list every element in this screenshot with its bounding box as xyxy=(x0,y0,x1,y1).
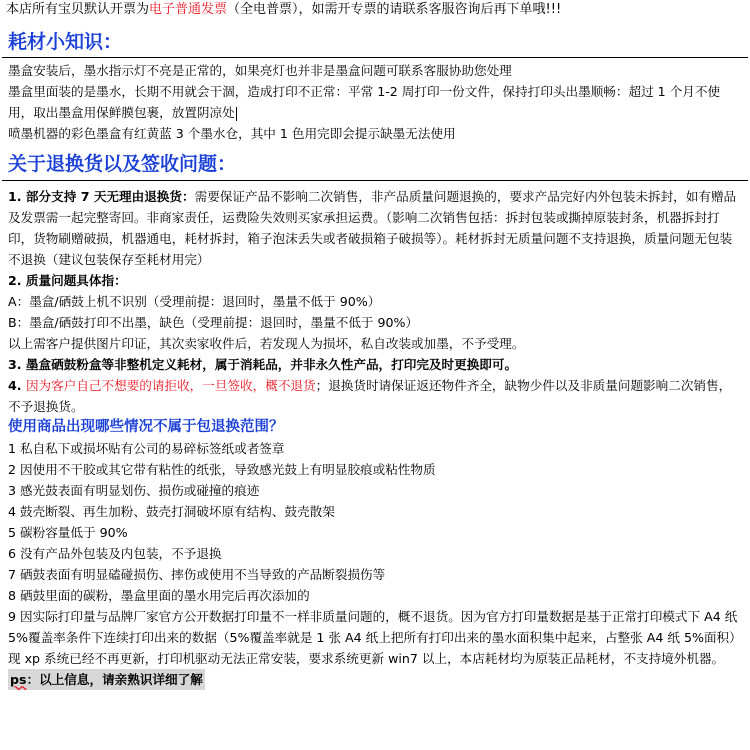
exclusion-item: 8 硒鼓里面的碳粉，墨盒里面的墨水用完后再次添加的 xyxy=(8,588,310,603)
returns-item-1-text: 需要保证产品不影响二次销售，非产品质量问题退换的，要求产品完好内外包装未拆封，如有赠品及发票需一起完整寄回。非商家责任，运费险失效则买家承担运费。（影响二次销售包括：拆封包装或撕掉原装封条，机器拆封打印，货物刷赠破损，机器通电，耗材拆封，箱子泡沫丢失或者破损箱子破损等）。耗材拆封无质量问题不支持退换，质量问题无包装不退换（建议包装保存至耗材用完） xyxy=(8,189,737,267)
invoice-notice-prefix: 本店所有宝贝默认开票为 xyxy=(6,2,150,17)
exclusion-item: 5 碳粉容量低于 90% xyxy=(8,525,128,540)
returns-section xyxy=(8,186,743,690)
knowledge-title: 耗材小知识： xyxy=(8,31,123,53)
knowledge-line xyxy=(8,81,743,123)
ps-note xyxy=(8,669,743,690)
exclusion-item: 2 因使用不干胶或其它带有粘性的纸张，导致感光鼓上有明显胶痕或粘性物质 xyxy=(8,462,436,477)
exclusions-title: 使用商品出现哪些情况不属于包退换范围？ xyxy=(8,419,284,435)
exclusion-item: 9 因实际打印量与品牌厂家官方公开数据打印量不一样非质量问题的，概不退货。因为官方打印量数据是基于正常打印模式下 A4 纸 5%覆盖率条件下连续打印出来的数据（5%覆盖率就是 1 张 A4 纸上把所有打印出来的墨水面积集中起来，占整张 A4 纸 5%面积）现 xp 系统已经不再更新，打印机驱动无法正常安装，要求系统更新 win7 以上，本店耗材均为原装正品耗材，不支持境外机器。 xyxy=(8,609,742,666)
invoice-notice xyxy=(6,2,746,18)
returns-item-3: 3. 墨盒硒鼓粉盒等非整机定义耗材，属于消耗品，并非永久性产品，打印完及时更换即可。 xyxy=(8,357,518,372)
returns-item-2-b: B：墨盒/硒鼓打印不出墨，缺色（受理前提：退回时，墨量不低于 90%） xyxy=(8,315,419,330)
returns-item-2-a: A：墨盒/硒鼓上机不识别（受理前提：退回时，墨量不低于 90%） xyxy=(8,294,381,309)
ps-label: ps xyxy=(10,672,27,687)
returns-item-4-warning: 因为客户自己不想要的请拒收，一旦签收，概不退货 xyxy=(25,378,316,393)
ps-text: ：以上信息，请亲熟识详细了解 xyxy=(26,672,203,687)
text-cursor xyxy=(236,107,237,121)
exclusion-item: 6 没有产品外包装及内包装，不予退换 xyxy=(8,546,222,561)
knowledge-line: 喷墨机器的彩色墨盒有红黄蓝 3 个墨水仓，其中 1 色用完即会提示缺墨无法使用 xyxy=(8,126,456,141)
knowledge-line-text: 墨盒里面装的是墨水，长期不用就会干涸，造成打印不正常：平常 1-2 周打印一份文件，保持打印头出墨顺畅：超过 1 个月不使用，取出墨盒用保鲜膜包裹，放置阴凉处 xyxy=(8,84,721,120)
ps-highlight xyxy=(8,669,205,690)
exclusion-item: 3 感光鼓表面有明显划伤、损伤或碰撞的痕迹 xyxy=(8,483,260,498)
returns-item-1 xyxy=(8,186,743,270)
returns-item-2-heading: 2. 质量问题具体指： xyxy=(8,273,127,288)
returns-item-4 xyxy=(8,375,743,417)
returns-item-4-number: 4. xyxy=(8,378,26,393)
exclusion-item: 4 鼓壳断裂、再生加粉、鼓壳打洞破坏原有结构、鼓壳散架 xyxy=(8,504,335,519)
invoice-notice-suffix: （全电普票），如需开专票的请联系客服咨询后再下单哦!!! xyxy=(227,2,562,17)
invoice-type-highlight: 电子普通发票 xyxy=(149,2,228,17)
exclusion-item: 1 私自私下或损坏贴有公司的易碎标签纸或者签章 xyxy=(8,441,285,456)
returns-item-4-text: ；退换货时请保证返还物件齐全，缺物少件以及非质量问题影响二次销售，不予退换货。 xyxy=(8,378,732,414)
divider xyxy=(2,180,748,181)
returns-item-2-note: 以上需客户提供图片印证，其次卖家收件后，若发现人为损坏，私自改装或加墨，不予受理。 xyxy=(8,336,525,351)
returns-title: 关于退换货以及签收问题： xyxy=(8,153,237,175)
exclusion-item: 7 硒鼓表面有明显磕碰损伤、摔伤或使用不当导致的产品断裂损伤等 xyxy=(8,567,386,582)
knowledge-line: 墨盒安装后，墨水指示灯不亮是正常的，如果亮灯也并非是墨盒问题可联系客服协助您处理 xyxy=(8,63,512,78)
knowledge-section xyxy=(8,60,743,144)
returns-item-1-heading: 1. 部分支持 7 天无理由退换货： xyxy=(8,189,195,204)
divider xyxy=(2,57,748,58)
